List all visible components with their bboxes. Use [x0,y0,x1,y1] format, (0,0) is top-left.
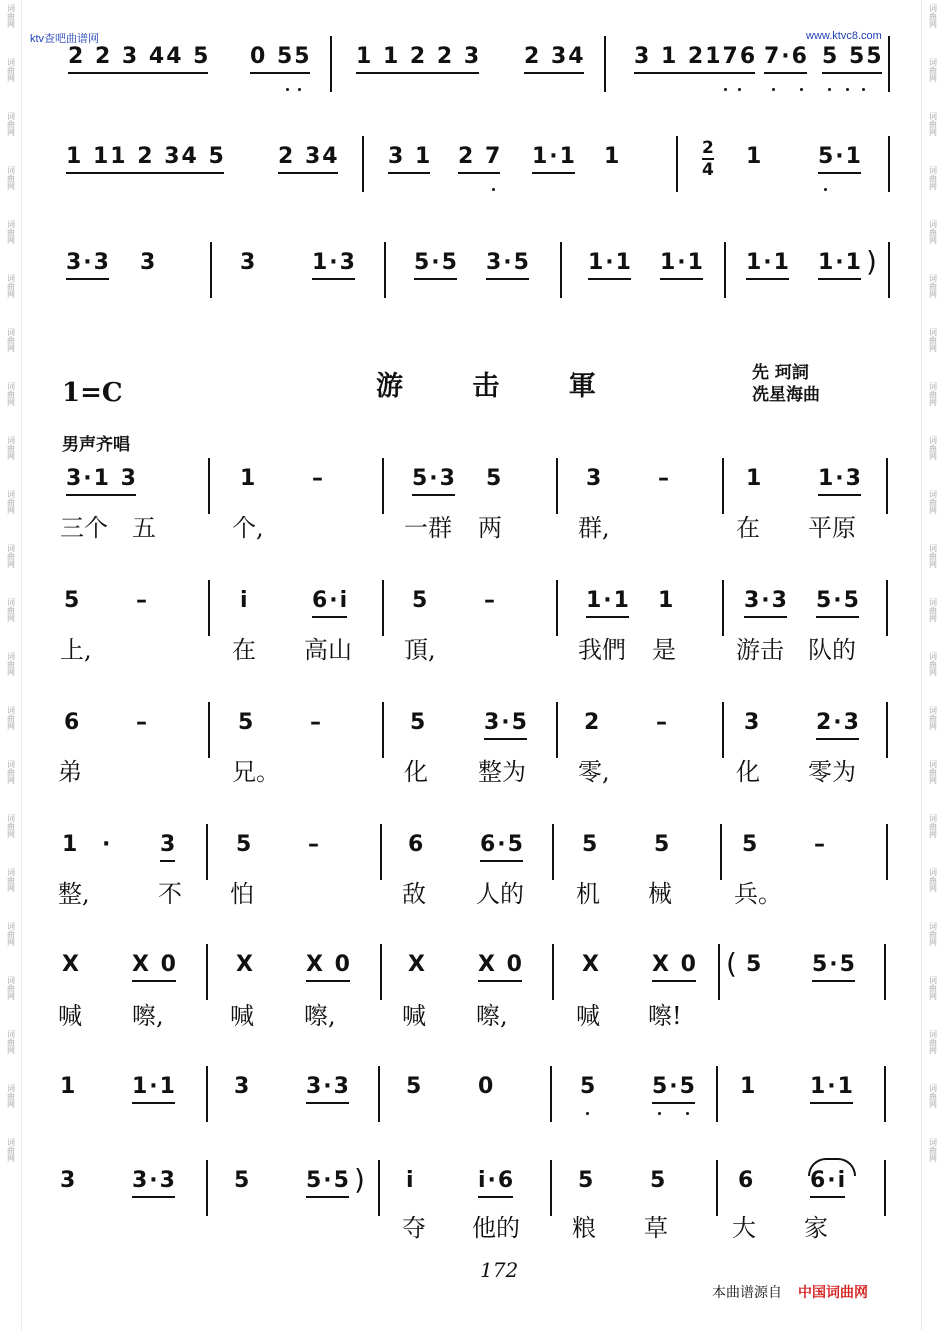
page-number: 172 [480,1258,519,1282]
note-group: 2 34 [524,44,586,69]
watermark-tag: 词曲网 [928,1138,938,1162]
barline [550,1066,552,1122]
lyric: 頂, [404,636,436,664]
note-group: 1·1 [132,1074,177,1099]
barline [556,580,558,636]
lyric: 人的 [476,880,524,908]
watermark-tag: 词曲网 [6,436,16,460]
note: 5 [582,832,600,857]
watermark-tag: 词曲网 [6,1138,16,1162]
lyric: 弟 [58,758,82,786]
note-group: 1·3 [312,250,357,275]
lyric: 嚓, [132,1002,164,1030]
note-group: 5·5 [816,588,861,613]
lyric: 械 [648,880,672,908]
source-site-link[interactable]: 中国词曲网 [798,1285,868,1301]
staff-row-4 [0,824,943,880]
source-credit [712,1282,868,1302]
watermark-tag: 词曲网 [928,760,938,784]
barline [676,136,678,192]
lyricist: 先 珂詞 [752,363,809,383]
note: 6 [738,1168,756,1193]
note-group: 7·6 [764,44,809,69]
note: 5 [236,832,254,857]
note-group: X 0 [132,952,178,977]
watermark-tag: 词曲网 [928,436,938,460]
note: 1 [62,832,80,857]
watermark-tag: 词曲网 [6,112,16,136]
watermark-tag: 词曲网 [928,868,938,892]
note: 2 [584,710,602,735]
note-group: 2·3 [816,710,861,735]
watermark-tag: 词曲网 [928,544,938,568]
note: 1 [240,466,258,491]
note-group: 3 [160,832,178,857]
barline [884,944,886,1000]
barline [886,824,888,880]
note-group: 3 1 [388,144,433,169]
note: X [62,952,81,977]
lyric: 夺 [402,1214,426,1242]
note-group: 6·i [810,1168,848,1193]
note: 3 [744,710,762,735]
barline [722,702,724,758]
barline [380,824,382,880]
lyric: 粮 [572,1214,596,1242]
dash: – [814,832,827,857]
note: 5 [650,1168,668,1193]
watermark-tag: 词曲网 [6,328,16,352]
lyric: 他的 [472,1214,520,1242]
note-group: 5·5 [306,1168,351,1193]
watermark-tag: 词曲网 [928,598,938,622]
barline [716,1160,718,1216]
watermark-tag: 词曲网 [6,4,16,28]
barline [330,36,332,92]
barline [208,458,210,514]
note-group: 2 7 [458,144,503,169]
note: 1 [746,144,764,169]
lyric: 两 [478,514,502,542]
lyric: 零, [578,758,610,786]
lyric: 高山 [304,636,352,664]
barline [722,580,724,636]
lyric: 是 [652,636,676,664]
lyric: 不 [158,880,182,908]
note-group: 5·5 [414,250,459,275]
note: 1 [60,1074,78,1099]
note-group: 3·3 [66,250,111,275]
dash: – [656,710,669,735]
lyric: 嚓, [304,1002,336,1030]
note-group: 1·1 [660,250,705,275]
lyric: 群, [578,514,610,542]
lyric: 零为 [808,758,856,786]
song-title: 游 击 軍 [376,371,626,402]
watermark-tag: 词曲网 [6,544,16,568]
lyric: 机 [576,880,600,908]
note: 3 [140,250,158,275]
dash: – [658,466,671,491]
lyric: 整为 [478,758,526,786]
note: X [236,952,255,977]
watermark-tag: 词曲网 [928,490,938,514]
note: 5 [578,1168,596,1193]
note: 1 [746,466,764,491]
barline [550,1160,552,1216]
watermark-tag: 词曲网 [928,4,938,28]
composer: 冼星海曲 [752,385,820,405]
lyric: 在 [232,636,256,664]
barline [384,242,386,298]
dash: – [136,710,149,735]
time-signature: 2 4 [702,138,714,180]
note-group: 1 11 2 34 5 [66,144,226,169]
lyric: 怕 [230,880,254,908]
watermark-tag: 词曲网 [928,1030,938,1054]
barline [378,1160,380,1216]
watermark-tag: 词曲网 [928,112,938,136]
barline [886,458,888,514]
barline [362,136,364,192]
watermark-tag: 词曲网 [6,598,16,622]
site-url-right[interactable]: www.ktvc8.com [806,30,882,42]
note: 3 [234,1074,252,1099]
closing-paren: ) [354,1163,365,1196]
watermark-tag: 词曲网 [6,274,16,298]
source-prefix: 本曲谱源自 [712,1285,782,1301]
watermark-tag: 词曲网 [6,58,16,82]
watermark-tag: 词曲网 [928,706,938,730]
staff-row-5 [0,944,943,1000]
watermark-tag: 词曲网 [928,814,938,838]
note: 5 [234,1168,252,1193]
watermark-tag: 词曲网 [6,220,16,244]
watermark-tag: 词曲网 [928,976,938,1000]
lyric: 一群 [404,514,452,542]
watermark-tag: 词曲网 [928,166,938,190]
barline [722,458,724,514]
barline [716,1066,718,1122]
note-group: 1·1 [818,250,863,275]
barline [556,458,558,514]
lyric: 我們 [578,636,626,664]
barline [208,702,210,758]
watermark-tag: 词曲网 [928,220,938,244]
barline [718,944,720,1000]
note-group: 3·5 [484,710,529,735]
watermark-tag: 词曲网 [928,58,938,82]
lyric: 草 [644,1214,668,1242]
barline [378,1066,380,1122]
note-group: 5·1 [818,144,863,169]
barline [604,36,606,92]
note-group: 1·1 [810,1074,855,1099]
intro-row-3 [0,242,943,298]
barline [560,242,562,298]
note: 5 [654,832,672,857]
barline [382,580,384,636]
watermark-tag: 词曲网 [928,328,938,352]
lyric: 平原 [808,514,856,542]
note: 5 [412,588,430,613]
note: 5 [406,1074,424,1099]
note: i [240,588,250,613]
note: 1 [658,588,676,613]
lyric: 上, [60,636,92,664]
watermark-tag: 词曲网 [928,652,938,676]
closing-paren: ) [866,245,877,278]
note: 5 [746,952,764,977]
watermark-tag: 词曲网 [6,976,16,1000]
open-paren: ( [726,947,737,980]
note-group: 3·3 [744,588,789,613]
note-group: 1 1 2 2 3 [356,44,482,69]
dash: – [312,466,325,491]
note: 5 [742,832,760,857]
watermark-tag: 词曲网 [6,706,16,730]
dash: – [310,710,323,735]
lyric: 兵。 [734,880,782,908]
watermark-tag: 词曲网 [928,274,938,298]
barline [888,136,890,192]
note-group: 1·1 [588,250,633,275]
note-group: 1·1 [746,250,791,275]
barline [720,824,722,880]
barline [206,824,208,880]
note-group: 3·5 [486,250,531,275]
lyric: 喊 [576,1002,600,1030]
note-group: 2 2 3 44 5 [68,44,211,69]
note: i [406,1168,416,1193]
note-group: 3·1 3 [66,466,138,491]
watermark-tag: 词曲网 [6,760,16,784]
barline [888,242,890,298]
watermark-tag: 词曲网 [928,382,938,406]
right-watermark-strip [921,0,943,1330]
watermark-tag: 词曲网 [6,490,16,514]
note: 1 [740,1074,758,1099]
barline [382,702,384,758]
watermark-tag: 词曲网 [6,382,16,406]
lyric: 家 [804,1214,828,1242]
lyric: 队的 [808,636,856,664]
dot-duration: · [102,832,113,857]
note-group: 2 34 [278,144,340,169]
watermark-tag: 词曲网 [6,814,16,838]
note-group: i·6 [478,1168,516,1193]
dash: – [308,832,321,857]
note-group: 5·3 [412,466,457,491]
key-signature: 1=C [62,378,123,408]
note: 3 [586,466,604,491]
barline [206,1160,208,1216]
note: 3 [240,250,258,275]
note-group: 1·1 [532,144,577,169]
note-group: 3·3 [132,1168,177,1193]
note: 3 [60,1168,78,1193]
lyric: 化 [736,758,760,786]
dash: – [136,588,149,613]
watermark-tag: 词曲网 [6,652,16,676]
barline [886,580,888,636]
watermark-tag: 词曲网 [6,166,16,190]
site-logo-left[interactable]: ktv查吧曲谱网 [30,33,100,45]
note-group: X 0 [652,952,698,977]
note-group: 6·5 [480,832,525,857]
barline [206,1066,208,1122]
lyric: 化 [404,758,428,786]
barline [884,1160,886,1216]
lyric: 在 [736,514,760,542]
barline [884,1066,886,1122]
note: 5 [238,710,256,735]
barline [552,944,554,1000]
staff-row-7 [0,1160,943,1216]
lyric: 喊 [402,1002,426,1030]
lyric: 嚓! [648,1002,682,1030]
left-watermark-strip [0,0,22,1330]
note-group: 3 1 2176 [634,44,758,69]
lyric: 喊 [58,1002,82,1030]
barline [382,458,384,514]
barline [208,580,210,636]
note-group: 0 55 [250,44,312,69]
lyric: 整, [58,880,90,908]
voice-label: 男声齐唱 [62,435,130,455]
note-group: 6·i [312,588,350,613]
barline [724,242,726,298]
lyric: 兄。 [232,758,280,786]
barline [206,944,208,1000]
watermark-tag: 词曲网 [6,1030,16,1054]
lyric: 游击 [736,636,784,664]
staff-row-3 [0,702,943,758]
note-group: 5·5 [652,1074,697,1099]
intro-row-1 [0,36,943,92]
note-group: 5·5 [812,952,857,977]
lyric: 个, [232,514,264,542]
note-group: 3·3 [306,1074,351,1099]
barline [556,702,558,758]
lyric: 三个 [60,514,108,542]
staff-row-1 [0,458,943,514]
barline [552,824,554,880]
slur [808,1158,856,1176]
note: 5 [64,588,82,613]
note: X [408,952,427,977]
note: 6 [64,710,82,735]
note-group: X 0 [306,952,352,977]
watermark-tag: 词曲网 [928,922,938,946]
lyric: 五 [132,514,156,542]
note: 5 [486,466,504,491]
barline [210,242,212,298]
note-group: 1·3 [818,466,863,491]
song-credits [752,362,820,406]
rest: 0 [478,1074,496,1099]
watermark-tag: 词曲网 [928,1084,938,1108]
note: 5 [580,1074,598,1099]
note: 5 [410,710,428,735]
note-group: 5 55 [822,44,884,69]
watermark-tag: 词曲网 [6,868,16,892]
lyric: 大 [732,1214,756,1242]
note-group: X 0 [478,952,524,977]
staff-row-6 [0,1066,943,1122]
note: 1 [604,144,622,169]
barline [888,36,890,92]
dash: – [484,588,497,613]
note-group: 1·1 [586,588,631,613]
lyric: 敌 [402,880,426,908]
barline [886,702,888,758]
staff-row-2 [0,580,943,636]
note: 6 [408,832,426,857]
lyric: 喊 [230,1002,254,1030]
watermark-tag: 词曲网 [6,922,16,946]
intro-row-2 [0,136,943,192]
note: X [582,952,601,977]
barline [380,944,382,1000]
watermark-tag: 词曲网 [6,1084,16,1108]
lyric: 嚓, [476,1002,508,1030]
